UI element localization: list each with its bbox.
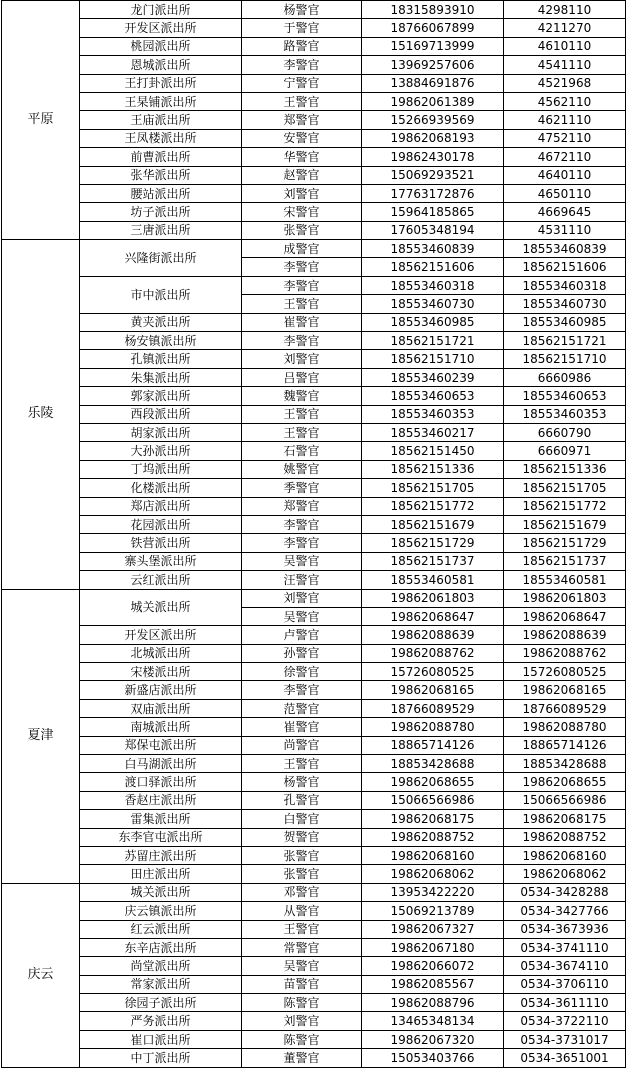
officer-cell: 邓警官 — [242, 883, 362, 901]
mobile-cell: 18562151606 — [362, 258, 504, 276]
table-row — [2, 442, 626, 460]
mobile-cell: 19862085567 — [362, 975, 504, 993]
officer-cell: 杨警官 — [242, 1, 362, 19]
mobile-cell: 18553460318 — [362, 276, 504, 294]
officer-cell: 吴警官 — [242, 607, 362, 625]
office-phone-cell: 19862088780 — [504, 718, 626, 736]
county-cell: 平原 — [2, 1, 80, 240]
mobile-cell: 18562151737 — [362, 552, 504, 570]
officer-cell: 王警官 — [242, 423, 362, 441]
officer-cell: 常警官 — [242, 938, 362, 956]
table-row — [2, 589, 626, 607]
station-cell: 王杲铺派出所 — [80, 92, 242, 110]
officer-cell: 刘警官 — [242, 184, 362, 202]
mobile-cell: 19862088639 — [362, 626, 504, 644]
office-phone-cell: 18553460318 — [504, 276, 626, 294]
office-phone-cell: 4752110 — [504, 129, 626, 147]
table-row — [2, 865, 626, 883]
officer-cell: 季警官 — [242, 479, 362, 497]
mobile-cell: 19862088752 — [362, 828, 504, 846]
officer-cell: 王警官 — [242, 755, 362, 773]
table-body — [2, 1, 626, 1068]
station-cell: 双庙派出所 — [80, 699, 242, 717]
office-phone-cell: 18553460653 — [504, 387, 626, 405]
mobile-cell: 19862061803 — [362, 589, 504, 607]
office-phone-cell: 18865714126 — [504, 736, 626, 754]
station-cell: 大孙派出所 — [80, 442, 242, 460]
table-row — [2, 460, 626, 478]
officer-cell: 汪警官 — [242, 571, 362, 589]
officer-cell: 吴警官 — [242, 552, 362, 570]
mobile-cell: 18766067899 — [362, 19, 504, 37]
station-cell: 铁营派出所 — [80, 534, 242, 552]
station-cell: 兴隆街派出所 — [80, 240, 242, 277]
officer-cell: 王警官 — [242, 92, 362, 110]
station-cell: 西段派出所 — [80, 405, 242, 423]
officer-cell: 成警官 — [242, 240, 362, 258]
table-row — [2, 368, 626, 386]
mobile-cell: 18553460217 — [362, 423, 504, 441]
office-phone-cell: 18562151772 — [504, 497, 626, 515]
table-row — [2, 240, 626, 258]
office-phone-cell: 6660790 — [504, 423, 626, 441]
mobile-cell: 13465348134 — [362, 1012, 504, 1030]
station-cell: 宋楼派出所 — [80, 663, 242, 681]
table-row — [2, 37, 626, 55]
office-phone-cell: 0534-3428288 — [504, 883, 626, 901]
table-row — [2, 699, 626, 717]
office-phone-cell: 18553460985 — [504, 313, 626, 331]
officer-cell: 石警官 — [242, 442, 362, 460]
officer-cell: 李警官 — [242, 534, 362, 552]
table-row — [2, 938, 626, 956]
officer-cell: 李警官 — [242, 276, 362, 294]
table-row — [2, 350, 626, 368]
officer-cell: 王警官 — [242, 295, 362, 313]
table-row — [2, 56, 626, 74]
office-phone-cell: 4621110 — [504, 111, 626, 129]
county-cell: 乐陵 — [2, 240, 80, 589]
station-cell: 市中派出所 — [80, 276, 242, 313]
officer-cell: 尚警官 — [242, 736, 362, 754]
station-cell: 开发区派出所 — [80, 626, 242, 644]
table-row — [2, 755, 626, 773]
office-phone-cell: 0534-3674110 — [504, 957, 626, 975]
station-cell: 常家派出所 — [80, 975, 242, 993]
station-cell: 张华派出所 — [80, 166, 242, 184]
station-cell: 城关派出所 — [80, 883, 242, 901]
table-row — [2, 221, 626, 239]
station-cell: 王庙派出所 — [80, 111, 242, 129]
office-phone-cell: 19862068647 — [504, 607, 626, 625]
office-phone-cell: 18562151721 — [504, 332, 626, 350]
office-phone-cell: 18853428688 — [504, 755, 626, 773]
officer-cell: 徐警官 — [242, 663, 362, 681]
station-cell: 郑保屯派出所 — [80, 736, 242, 754]
office-phone-cell: 19862068655 — [504, 773, 626, 791]
officer-cell: 李警官 — [242, 56, 362, 74]
mobile-cell: 19862088796 — [362, 994, 504, 1012]
mobile-cell: 19862067327 — [362, 920, 504, 938]
table-row — [2, 332, 626, 350]
table-row — [2, 552, 626, 570]
table-row — [2, 791, 626, 809]
officer-cell: 李警官 — [242, 258, 362, 276]
table-row — [2, 497, 626, 515]
station-cell: 南城派出所 — [80, 718, 242, 736]
mobile-cell: 19862430178 — [362, 148, 504, 166]
table-row — [2, 846, 626, 864]
mobile-cell: 17605348194 — [362, 221, 504, 239]
officer-cell: 刘警官 — [242, 589, 362, 607]
mobile-cell: 19862068160 — [362, 846, 504, 864]
office-phone-cell: 15066566986 — [504, 791, 626, 809]
table-row — [2, 663, 626, 681]
mobile-cell: 13969257606 — [362, 56, 504, 74]
table-row — [2, 1049, 626, 1067]
mobile-cell: 15964185865 — [362, 203, 504, 221]
station-cell: 杨安镇派出所 — [80, 332, 242, 350]
table-row — [2, 644, 626, 662]
mobile-cell: 18553460730 — [362, 295, 504, 313]
office-phone-cell: 4610110 — [504, 37, 626, 55]
table-row — [2, 1012, 626, 1030]
table-row — [2, 902, 626, 920]
mobile-cell: 19862088762 — [362, 644, 504, 662]
mobile-cell: 18766089529 — [362, 699, 504, 717]
officer-cell: 贺警官 — [242, 828, 362, 846]
officer-cell: 吴警官 — [242, 957, 362, 975]
mobile-cell: 18315893910 — [362, 1, 504, 19]
table-row — [2, 19, 626, 37]
mobile-cell: 18562151710 — [362, 350, 504, 368]
station-cell: 腰站派出所 — [80, 184, 242, 202]
officer-cell: 刘警官 — [242, 350, 362, 368]
mobile-cell: 19862068647 — [362, 607, 504, 625]
officer-cell: 魏警官 — [242, 387, 362, 405]
officer-cell: 赵警官 — [242, 166, 362, 184]
table-row — [2, 571, 626, 589]
office-phone-cell: 0534-3427766 — [504, 902, 626, 920]
station-cell: 东李官屯派出所 — [80, 828, 242, 846]
office-phone-cell: 18562151737 — [504, 552, 626, 570]
mobile-cell: 18553460985 — [362, 313, 504, 331]
station-cell: 徐园子派出所 — [80, 994, 242, 1012]
mobile-cell: 15266939569 — [362, 111, 504, 129]
office-phone-cell: 4211270 — [504, 19, 626, 37]
table-row — [2, 515, 626, 533]
table-row — [2, 681, 626, 699]
station-cell: 尚堂派出所 — [80, 957, 242, 975]
station-cell: 化楼派出所 — [80, 479, 242, 497]
station-cell: 雷集派出所 — [80, 810, 242, 828]
office-phone-cell: 18553460730 — [504, 295, 626, 313]
office-phone-cell: 4521968 — [504, 74, 626, 92]
table-row — [2, 405, 626, 423]
station-cell: 中丁派出所 — [80, 1049, 242, 1067]
police-contact-table — [1, 0, 626, 1068]
table-row — [2, 184, 626, 202]
officer-cell: 安警官 — [242, 129, 362, 147]
table-row — [2, 994, 626, 1012]
table-row — [2, 166, 626, 184]
mobile-cell: 19862068062 — [362, 865, 504, 883]
table-row — [2, 1030, 626, 1048]
officer-cell: 张警官 — [242, 221, 362, 239]
station-cell: 坊子派出所 — [80, 203, 242, 221]
mobile-cell: 17763172876 — [362, 184, 504, 202]
officer-cell: 刘警官 — [242, 1012, 362, 1030]
officer-cell: 白警官 — [242, 810, 362, 828]
station-cell: 黄夹派出所 — [80, 313, 242, 331]
office-phone-cell: 0534-3611110 — [504, 994, 626, 1012]
station-cell: 孔镇派出所 — [80, 350, 242, 368]
station-cell: 花园派出所 — [80, 515, 242, 533]
mobile-cell: 18562151772 — [362, 497, 504, 515]
officer-cell: 李警官 — [242, 681, 362, 699]
mobile-cell: 18553460653 — [362, 387, 504, 405]
office-phone-cell: 19862088752 — [504, 828, 626, 846]
mobile-cell: 15169713999 — [362, 37, 504, 55]
mobile-cell: 15053403766 — [362, 1049, 504, 1067]
station-cell: 田庄派出所 — [80, 865, 242, 883]
mobile-cell: 19862088780 — [362, 718, 504, 736]
office-phone-cell: 6660971 — [504, 442, 626, 460]
officer-cell: 卢警官 — [242, 626, 362, 644]
office-phone-cell: 6660986 — [504, 368, 626, 386]
station-cell: 香赵庄派出所 — [80, 791, 242, 809]
mobile-cell: 18562151705 — [362, 479, 504, 497]
office-phone-cell: 19862061803 — [504, 589, 626, 607]
office-phone-cell: 18562151710 — [504, 350, 626, 368]
station-cell: 庆云镇派出所 — [80, 902, 242, 920]
station-cell: 云红派出所 — [80, 571, 242, 589]
office-phone-cell: 19862088639 — [504, 626, 626, 644]
office-phone-cell: 4672110 — [504, 148, 626, 166]
mobile-cell: 15069293521 — [362, 166, 504, 184]
office-phone-cell: 4298110 — [504, 1, 626, 19]
table-row — [2, 920, 626, 938]
office-phone-cell: 18562151336 — [504, 460, 626, 478]
table-row — [2, 736, 626, 754]
mobile-cell: 18553460353 — [362, 405, 504, 423]
table-row — [2, 387, 626, 405]
office-phone-cell: 0534-3651001 — [504, 1049, 626, 1067]
station-cell: 龙门派出所 — [80, 1, 242, 19]
station-cell: 丁坞派出所 — [80, 460, 242, 478]
station-cell: 寨头堡派出所 — [80, 552, 242, 570]
station-cell: 东辛店派出所 — [80, 938, 242, 956]
table-row — [2, 313, 626, 331]
officer-cell: 王警官 — [242, 405, 362, 423]
table-row — [2, 534, 626, 552]
office-phone-cell: 18562151606 — [504, 258, 626, 276]
table-row — [2, 276, 626, 294]
table-row — [2, 479, 626, 497]
station-cell: 红云派出所 — [80, 920, 242, 938]
table-row — [2, 718, 626, 736]
mobile-cell: 19862067180 — [362, 938, 504, 956]
officer-cell: 宁警官 — [242, 74, 362, 92]
officer-cell: 从警官 — [242, 902, 362, 920]
station-cell: 北城派出所 — [80, 644, 242, 662]
station-cell: 王打卦派出所 — [80, 74, 242, 92]
table-row — [2, 626, 626, 644]
officer-cell: 于警官 — [242, 19, 362, 37]
county-cell: 庆云 — [2, 883, 80, 1067]
mobile-cell: 18553460239 — [362, 368, 504, 386]
station-cell: 郑店派出所 — [80, 497, 242, 515]
office-phone-cell: 4541110 — [504, 56, 626, 74]
officer-cell: 杨警官 — [242, 773, 362, 791]
office-phone-cell: 19862068160 — [504, 846, 626, 864]
officer-cell: 姚警官 — [242, 460, 362, 478]
mobile-cell: 18553460581 — [362, 571, 504, 589]
office-phone-cell: 0534-3731017 — [504, 1030, 626, 1048]
table-row — [2, 883, 626, 901]
station-cell: 苏留庄派出所 — [80, 846, 242, 864]
mobile-cell: 19862068165 — [362, 681, 504, 699]
mobile-cell: 19862061389 — [362, 92, 504, 110]
table-row — [2, 773, 626, 791]
table-row — [2, 957, 626, 975]
station-cell: 桃园派出所 — [80, 37, 242, 55]
officer-cell: 张警官 — [242, 865, 362, 883]
office-phone-cell: 18562151705 — [504, 479, 626, 497]
mobile-cell: 19862068655 — [362, 773, 504, 791]
station-cell: 严务派出所 — [80, 1012, 242, 1030]
office-phone-cell: 0534-3673936 — [504, 920, 626, 938]
officer-cell: 董警官 — [242, 1049, 362, 1067]
table-row — [2, 203, 626, 221]
officer-cell: 宋警官 — [242, 203, 362, 221]
officer-cell: 王警官 — [242, 920, 362, 938]
mobile-cell: 18562151729 — [362, 534, 504, 552]
mobile-cell: 18865714126 — [362, 736, 504, 754]
officer-cell: 崔警官 — [242, 718, 362, 736]
office-phone-cell: 18766089529 — [504, 699, 626, 717]
station-cell: 恩城派出所 — [80, 56, 242, 74]
officer-cell: 李警官 — [242, 515, 362, 533]
mobile-cell: 15069213789 — [362, 902, 504, 920]
office-phone-cell: 4650110 — [504, 184, 626, 202]
officer-cell: 陈警官 — [242, 1030, 362, 1048]
office-phone-cell: 18562151679 — [504, 515, 626, 533]
mobile-cell: 19862068175 — [362, 810, 504, 828]
mobile-cell: 19862067320 — [362, 1030, 504, 1048]
station-cell: 前曹派出所 — [80, 148, 242, 166]
table-row — [2, 148, 626, 166]
table-row — [2, 1, 626, 19]
office-phone-cell: 4531110 — [504, 221, 626, 239]
station-cell: 胡家派出所 — [80, 423, 242, 441]
station-cell: 三唐派出所 — [80, 221, 242, 239]
mobile-cell: 15726080525 — [362, 663, 504, 681]
office-phone-cell: 4669645 — [504, 203, 626, 221]
station-cell: 渡口驿派出所 — [80, 773, 242, 791]
officer-cell: 吕警官 — [242, 368, 362, 386]
table-row — [2, 92, 626, 110]
mobile-cell: 13884691876 — [362, 74, 504, 92]
officer-cell: 范警官 — [242, 699, 362, 717]
mobile-cell: 15066566986 — [362, 791, 504, 809]
officer-cell: 崔警官 — [242, 313, 362, 331]
table-row — [2, 111, 626, 129]
mobile-cell: 18553460839 — [362, 240, 504, 258]
mobile-cell: 19862066072 — [362, 957, 504, 975]
station-cell: 开发区派出所 — [80, 19, 242, 37]
mobile-cell: 18562151721 — [362, 332, 504, 350]
office-phone-cell: 18562151729 — [504, 534, 626, 552]
officer-cell: 路警官 — [242, 37, 362, 55]
station-cell: 城关派出所 — [80, 589, 242, 626]
officer-cell: 孙警官 — [242, 644, 362, 662]
office-phone-cell: 0534-3706110 — [504, 975, 626, 993]
station-cell: 崔口派出所 — [80, 1030, 242, 1048]
office-phone-cell: 4640110 — [504, 166, 626, 184]
office-phone-cell: 19862088762 — [504, 644, 626, 662]
office-phone-cell: 4562110 — [504, 92, 626, 110]
officer-cell: 陈警官 — [242, 994, 362, 1012]
office-phone-cell: 19862068062 — [504, 865, 626, 883]
station-cell: 王凤楼派出所 — [80, 129, 242, 147]
mobile-cell: 18562151450 — [362, 442, 504, 460]
office-phone-cell: 18553460839 — [504, 240, 626, 258]
officer-cell: 李警官 — [242, 332, 362, 350]
table-row — [2, 828, 626, 846]
station-cell: 新盛店派出所 — [80, 681, 242, 699]
station-cell: 白马湖派出所 — [80, 755, 242, 773]
mobile-cell: 13953422220 — [362, 883, 504, 901]
table-row — [2, 423, 626, 441]
office-phone-cell: 15726080525 — [504, 663, 626, 681]
officer-cell: 华警官 — [242, 148, 362, 166]
table-row — [2, 129, 626, 147]
station-cell: 郭家派出所 — [80, 387, 242, 405]
mobile-cell: 18853428688 — [362, 755, 504, 773]
office-phone-cell: 0534-3722110 — [504, 1012, 626, 1030]
mobile-cell: 18562151336 — [362, 460, 504, 478]
table-row — [2, 810, 626, 828]
table-row — [2, 975, 626, 993]
office-phone-cell: 18553460353 — [504, 405, 626, 423]
officer-cell: 孔警官 — [242, 791, 362, 809]
mobile-cell: 19862068193 — [362, 129, 504, 147]
county-cell: 夏津 — [2, 589, 80, 883]
officer-cell: 郑警官 — [242, 497, 362, 515]
station-cell: 朱集派出所 — [80, 368, 242, 386]
office-phone-cell: 19862068175 — [504, 810, 626, 828]
office-phone-cell: 0534-3741110 — [504, 938, 626, 956]
mobile-cell: 18562151679 — [362, 515, 504, 533]
table-row — [2, 74, 626, 92]
officer-cell: 苗警官 — [242, 975, 362, 993]
officer-cell: 张警官 — [242, 846, 362, 864]
officer-cell: 郑警官 — [242, 111, 362, 129]
office-phone-cell: 18553460581 — [504, 571, 626, 589]
office-phone-cell: 19862068165 — [504, 681, 626, 699]
